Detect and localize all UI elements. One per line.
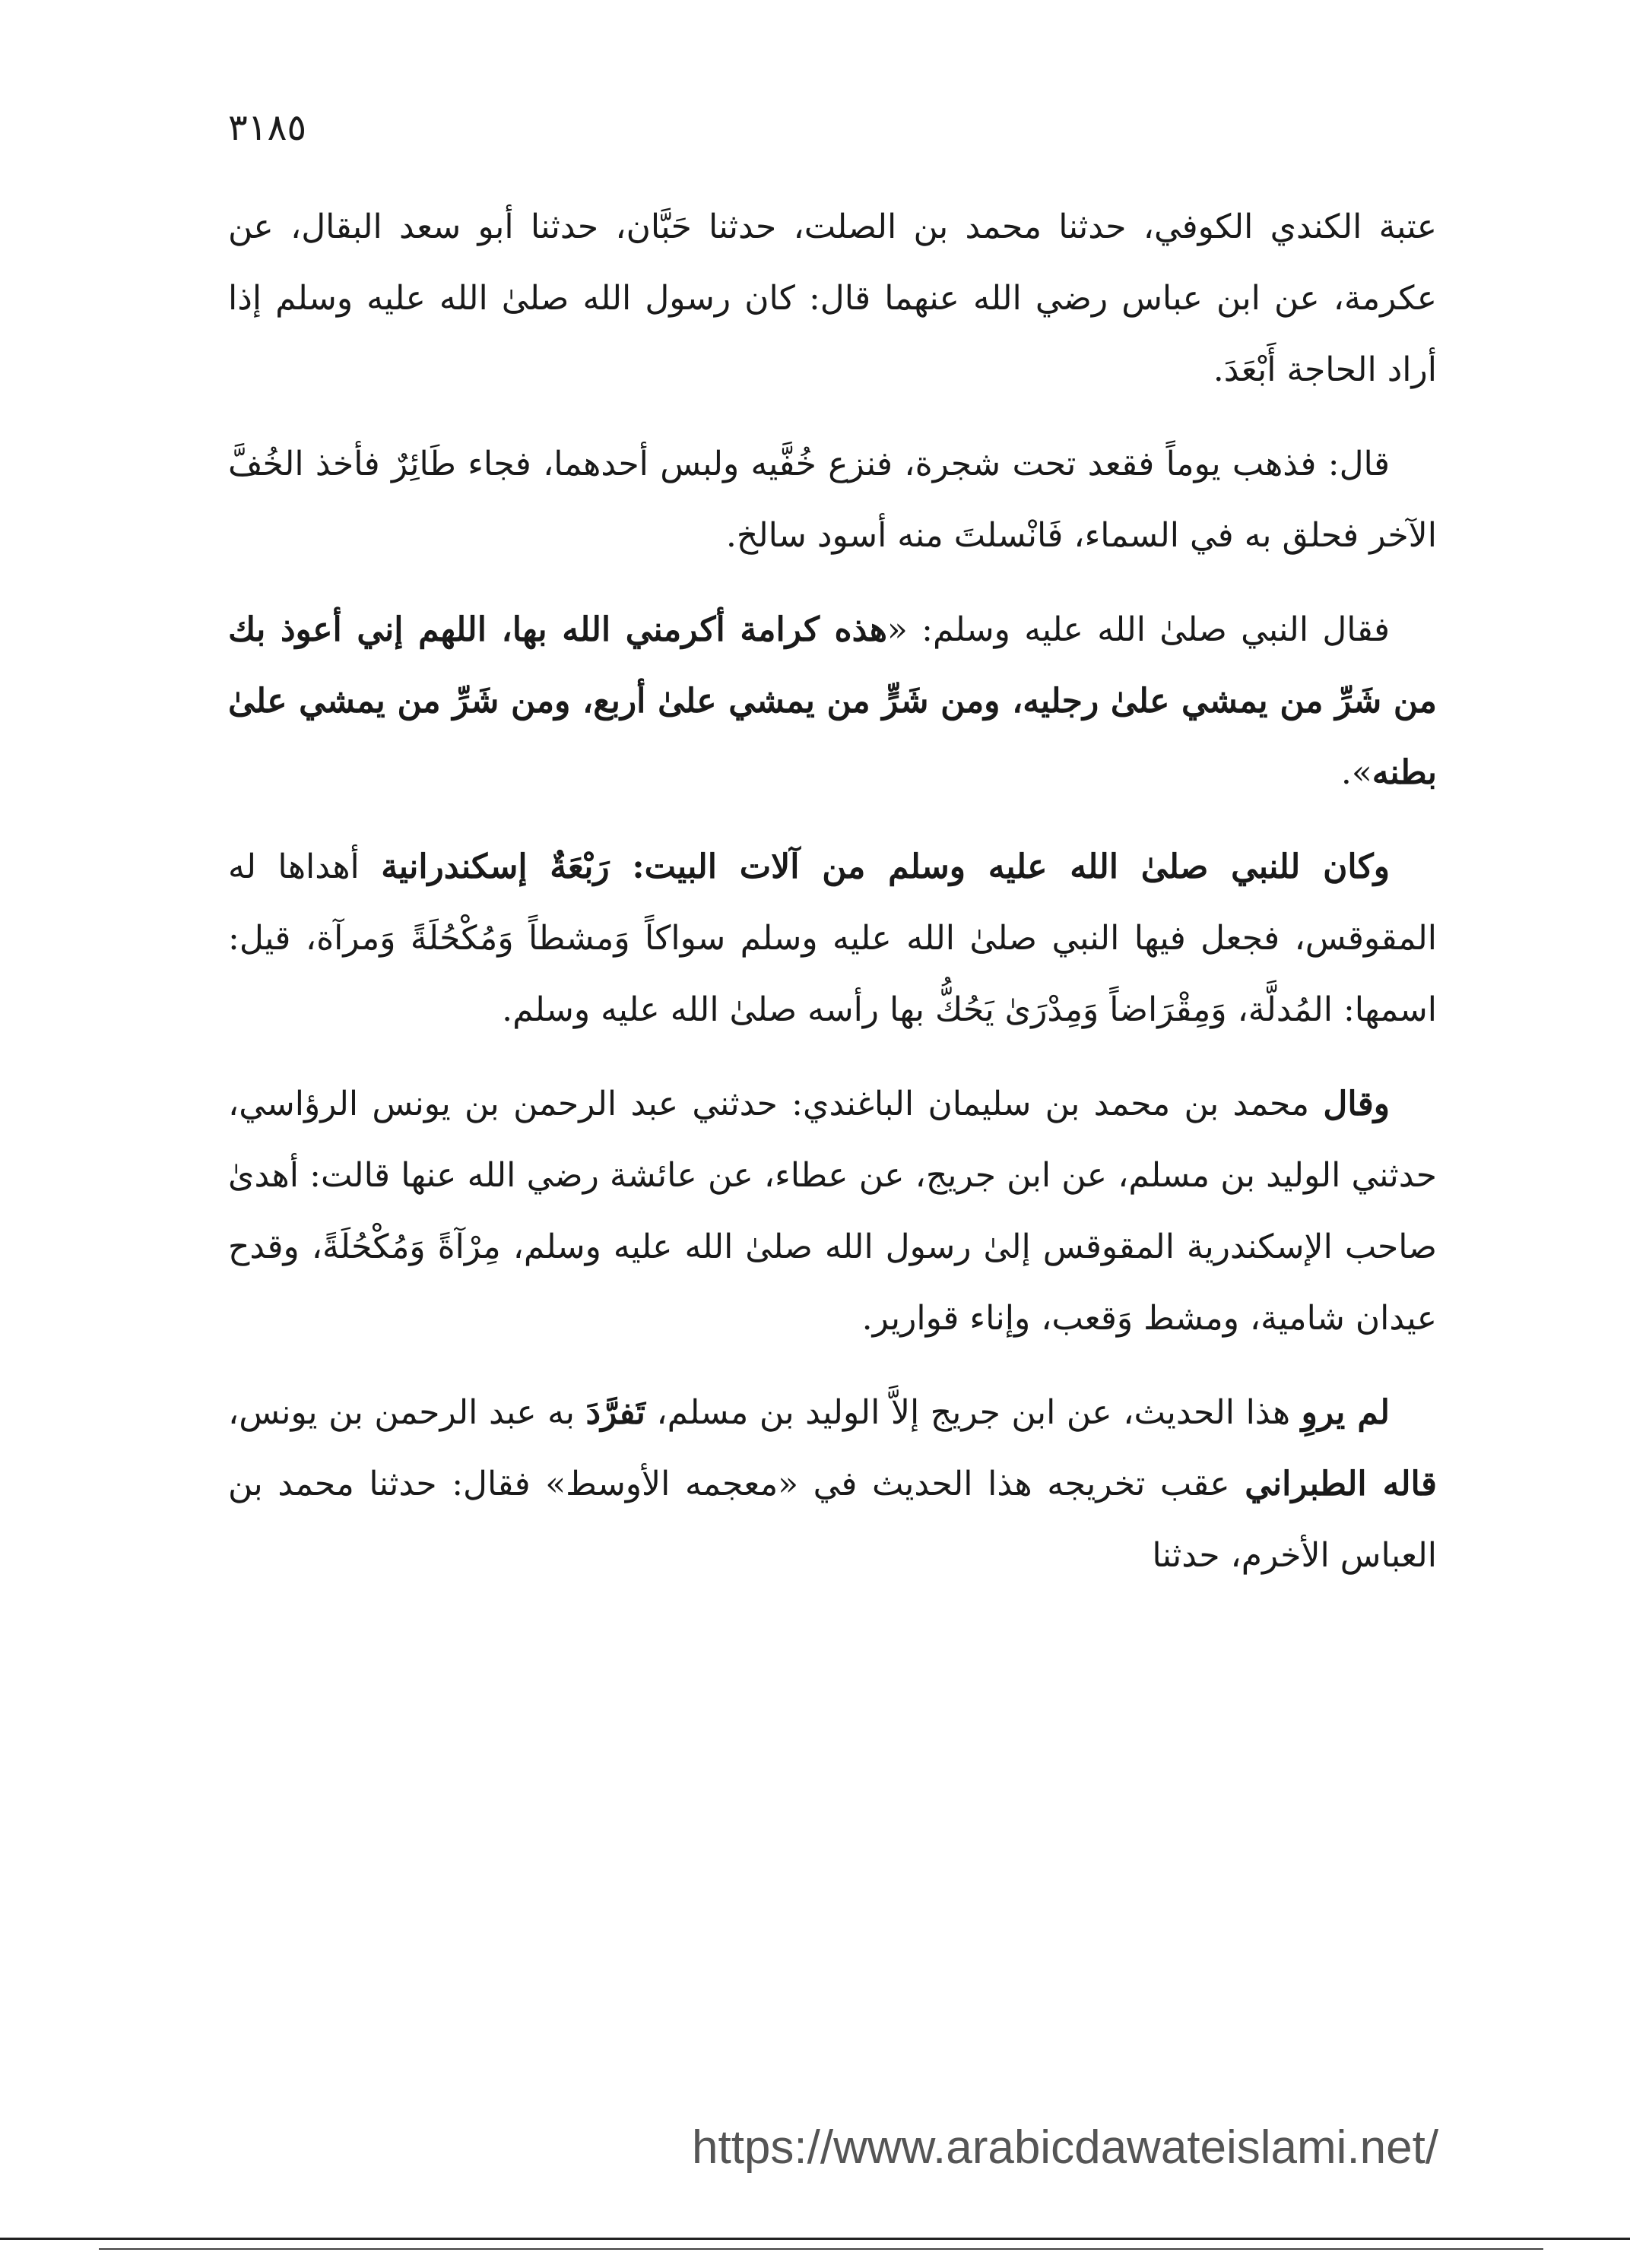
bold-text-segment: هذه كرامة أكرمني الله بها، اللهم إني أعوذ بك من شَرِّ من يمشي علىٰ رجليه، ومن شَرٍّ من يمشي علىٰ أربع، ومن شَرِّ من يمشي علىٰ بطنه [228, 610, 1437, 792]
footer-rule-secondary [99, 2248, 1543, 2250]
paragraph [228, 429, 1437, 572]
bold-text-segment: وكان للنبي صلىٰ الله عليه وسلم من آلات البيت: رَبْعَةٌ إسكندرانية [381, 847, 1391, 886]
bold-text-segment: تَفرَّدَ [585, 1393, 645, 1432]
text-segment: أهداها له المقوقس، فجعل فيها النبي صلىٰ الله عليه وسلم سواكاً وَمشطاً وَمُكْحُلَةً وَمرآة، قيل: اسمها: المُدلَّة، وَمِقْرَاضاً وَمِدْرَىٰ يَحُكُّ بها رأسه صلىٰ الله عليه وسلم. [228, 847, 1437, 1029]
text-segment: ». [1340, 753, 1372, 792]
text-segment: عتبة الكندي الكوفي، حدثنا محمد بن الصلت، حدثنا حَبَّان، حدثنا أبو سعد البقال، عن عكرمة، عن ابن عباس رضي الله عنهما قال: كان رسول الله صلىٰ الله عليه وسلم إذا أراد الحاجة أَبْعَدَ. [228, 207, 1438, 389]
text-segment: محمد بن محمد بن سليمان الباغندي: حدثني عبد الرحمن بن يونس الرؤاسي، حدثني الوليد بن مسلم، عن ابن جريج، عن عطاء، عن عائشة رضي الله عنها قالت: أهدىٰ صاحب الإسكندرية المقوقس إلىٰ رسول الله صلىٰ الله عليه وسلم، مِرْآةً وَمُكْحُلَةً، وقدح عيدان شامية، ومشط وَقعب، وإناء قوارير. [228, 1085, 1437, 1338]
text-segment: قال: فذهب يوماً فقعد تحت شجرة، فنزع خُفَّيه ولبس أحدهما، فجاء طَائِرٌ فأخذ الخُفَّ الآخر فحلق به في السماء، فَانْسلتَ منه أسود سالخ. [228, 445, 1437, 555]
text-segment: فقال النبي صلىٰ الله عليه وسلم: « [886, 610, 1391, 649]
page-number: ٣١٨٥ [228, 106, 307, 149]
paragraph [228, 192, 1437, 406]
paragraph [228, 831, 1437, 1046]
footer-rule [0, 2238, 1630, 2240]
watermark-url: https://www.arabicdawateislami.net/ [692, 2121, 1439, 2174]
paragraph [228, 594, 1437, 809]
bold-text-segment: وقال [1323, 1085, 1390, 1123]
paragraph [228, 1069, 1437, 1354]
text-segment: هذا الحديث، عن ابن جريج إلاَّ الوليد بن مسلم، [645, 1393, 1302, 1432]
bold-text-segment: قاله الطبراني [1245, 1465, 1437, 1503]
text-segment: عقب تخريجه هذا الحديث في «معجمه الأوسط» فقال: حدثنا محمد بن العباس الأخرم، حدثنا [228, 1465, 1437, 1575]
page-body [228, 192, 1437, 1614]
text-segment: به عبد الرحمن بن يونس، [228, 1393, 586, 1432]
bold-text-segment: لم يروِ [1301, 1393, 1391, 1432]
paragraph [228, 1377, 1437, 1592]
